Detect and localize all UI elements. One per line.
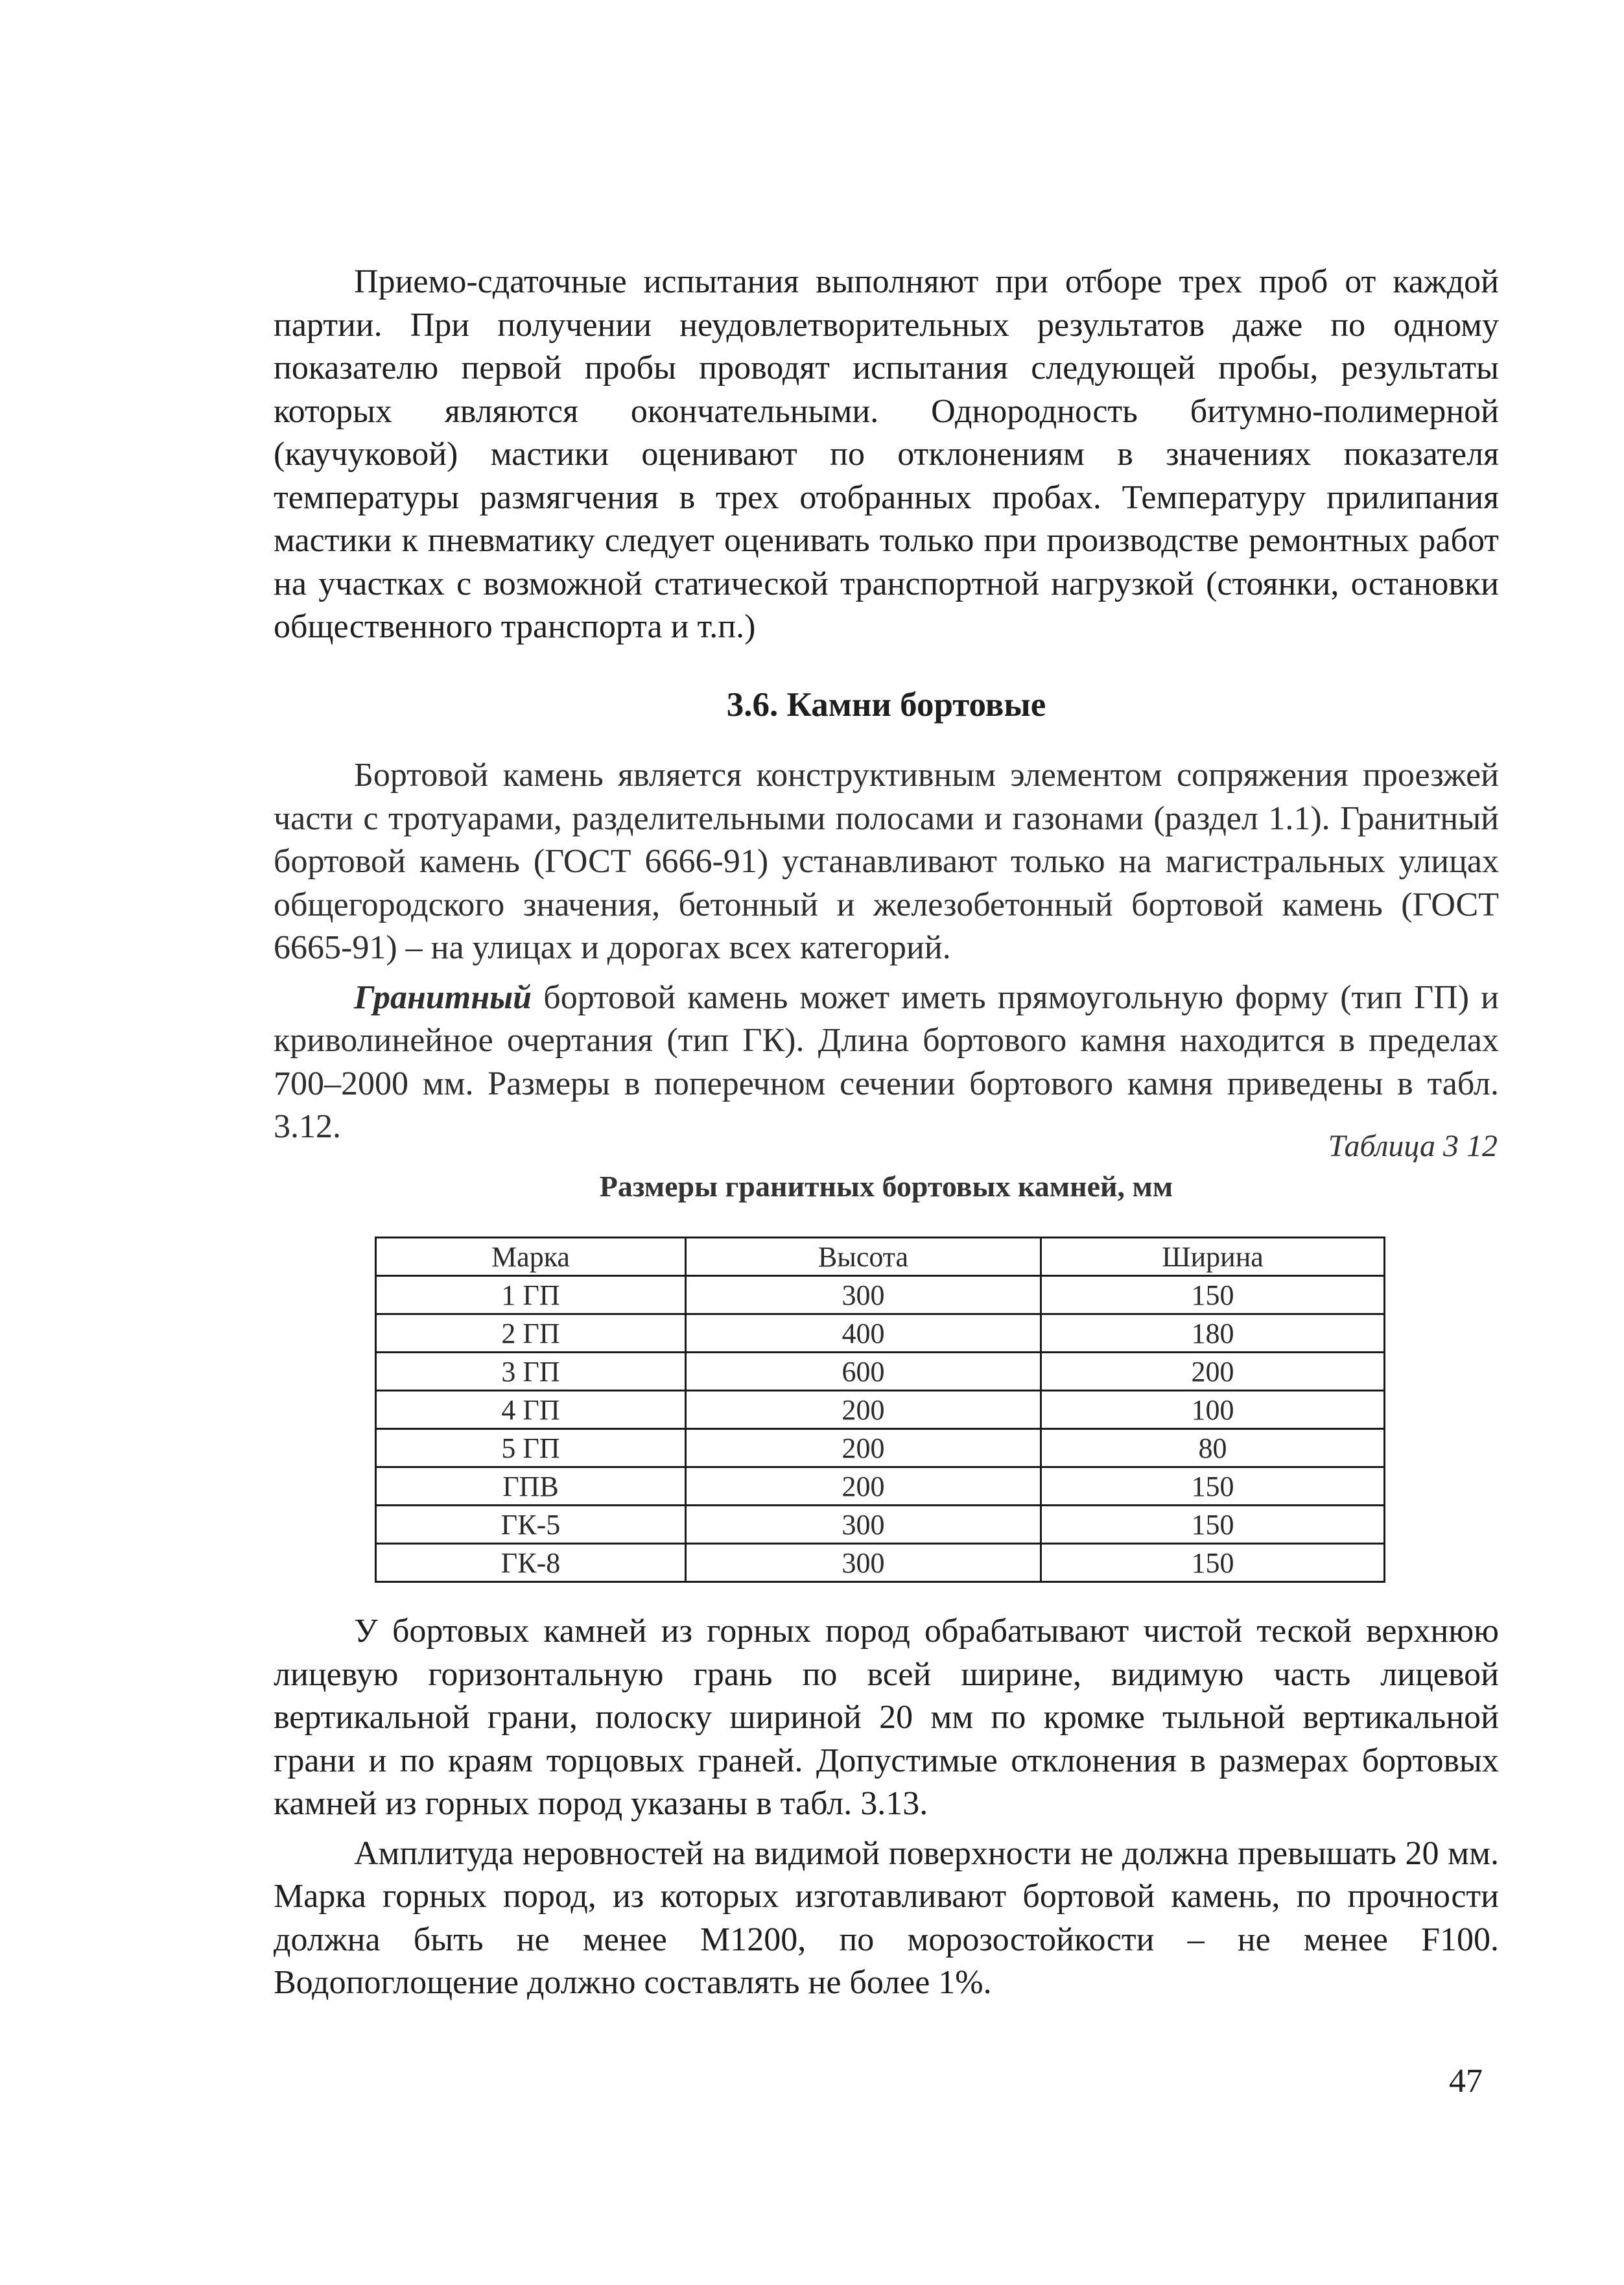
table-row — [376, 1314, 1385, 1353]
cell-height: 300 — [686, 1544, 1041, 1582]
cell-width: 150 — [1041, 1506, 1385, 1544]
processing-text-block — [274, 1610, 1499, 2005]
table-row — [376, 1276, 1385, 1314]
header-height: Высота — [686, 1238, 1041, 1276]
section-heading: 3.6. Камни бортовые — [726, 686, 1046, 724]
border-paragraph-2-text: бортовой камень может иметь прямоугольную форму (тип ГП) и криволинейное очертания (тип ГК). Длина бортового камня находится в пределах 700–2000 мм. Размеры в поперечном сечении бортового камня приведены в табл. 3.12. — [274, 978, 1499, 1145]
cell-width: 200 — [1041, 1353, 1385, 1391]
cell-height: 400 — [686, 1314, 1041, 1353]
border-paragraph-1: Бортовой камень является конструктивным элементом сопряжения проезжей части с тротуарами, разделительными полосами и газонами (раздел 1.1). Гранитный бортовой камень (ГОСТ 6666-91) устанавливают только на магистральных улицах общегородского значения, бетонный и железобетонный бортовой камень (ГОСТ 6665-91) – на улицах и дорогах всех категорий. — [274, 757, 1499, 966]
header-width: Ширина — [1041, 1238, 1385, 1276]
table-row — [376, 1391, 1385, 1429]
border-paragraph-2 — [274, 977, 1499, 1149]
intro-text-block — [274, 261, 1499, 649]
header-grade: Марка — [376, 1238, 686, 1276]
table-row — [376, 1353, 1385, 1391]
after-paragraph-2: Амплитуда неровностей на видимой поверхности не должна превышать 20 мм. Марка горных пород, из которых изготавливают бортовой камень, по прочности должна быть не менее М1200, по морозостойкости – не менее F100. Водопоглощение должно составлять не более 1%. — [274, 1834, 1499, 2001]
granite-emphasis: Гранитный — [354, 978, 532, 1016]
cell-height: 200 — [686, 1429, 1041, 1467]
table-label: Таблица 3 12 — [1328, 1129, 1498, 1163]
cell-height: 200 — [686, 1391, 1041, 1429]
cell-grade: 4 ГП — [376, 1391, 686, 1429]
cell-grade: 5 ГП — [376, 1429, 686, 1467]
cell-width: 180 — [1041, 1314, 1385, 1353]
cell-grade: 2 ГП — [376, 1314, 686, 1353]
granite-curb-dimensions-table — [375, 1237, 1385, 1583]
cell-width: 80 — [1041, 1429, 1385, 1467]
cell-width: 150 — [1041, 1276, 1385, 1314]
table-row — [376, 1544, 1385, 1582]
cell-width: 100 — [1041, 1391, 1385, 1429]
page-number: 47 — [1449, 2063, 1483, 2100]
intro-paragraph: Приемо-сдаточные испытания выполняют при отборе трех проб от каждой партии. При получении неудовлетворительных результатов даже по одному показателю первой пробы проводят испытания следующей пробы, результаты которых являются окончательными. Однородность битумно-полимерной (каучуковой) мастики оценивают по отклонениям в значениях показателя температуры размягчения в трех отобранных пробах. Температуру прилипания мастики к пневматику следует оценивать только при производстве ремонтных работ на участках с возможной статической транспортной нагрузкой (стоянки, остановки общественного транспорта и т.п.) — [274, 263, 1499, 645]
cell-width: 150 — [1041, 1467, 1385, 1506]
table-row — [376, 1506, 1385, 1544]
border-stone-text-block — [274, 754, 1499, 1149]
table-header-row — [376, 1238, 1385, 1276]
cell-width: 150 — [1041, 1544, 1385, 1582]
table-row — [376, 1467, 1385, 1506]
cell-grade: ГПВ — [376, 1467, 686, 1506]
cell-height: 300 — [686, 1276, 1041, 1314]
cell-grade: 3 ГП — [376, 1353, 686, 1391]
cell-height: 200 — [686, 1467, 1041, 1506]
cell-height: 300 — [686, 1506, 1041, 1544]
after-paragraph-1: У бортовых камней из горных пород обрабатывают чистой теской верхнюю лицевую горизонтальную грань по всей ширине, видимую часть лицевой вертикальной грани, полоску шириной 20 мм по кромке тыльной вертикальной грани и по краям торцовых граней. Допустимые отклонения в размерах бортовых камней из горных пород указаны в табл. 3.13. — [274, 1613, 1499, 1822]
table-title: Размеры гранитных бортовых камней, мм — [599, 1170, 1173, 1203]
cell-grade: ГК-5 — [376, 1506, 686, 1544]
table-row — [376, 1429, 1385, 1467]
cell-grade: 1 ГП — [376, 1276, 686, 1314]
cell-height: 600 — [686, 1353, 1041, 1391]
cell-grade: ГК-8 — [376, 1544, 686, 1582]
